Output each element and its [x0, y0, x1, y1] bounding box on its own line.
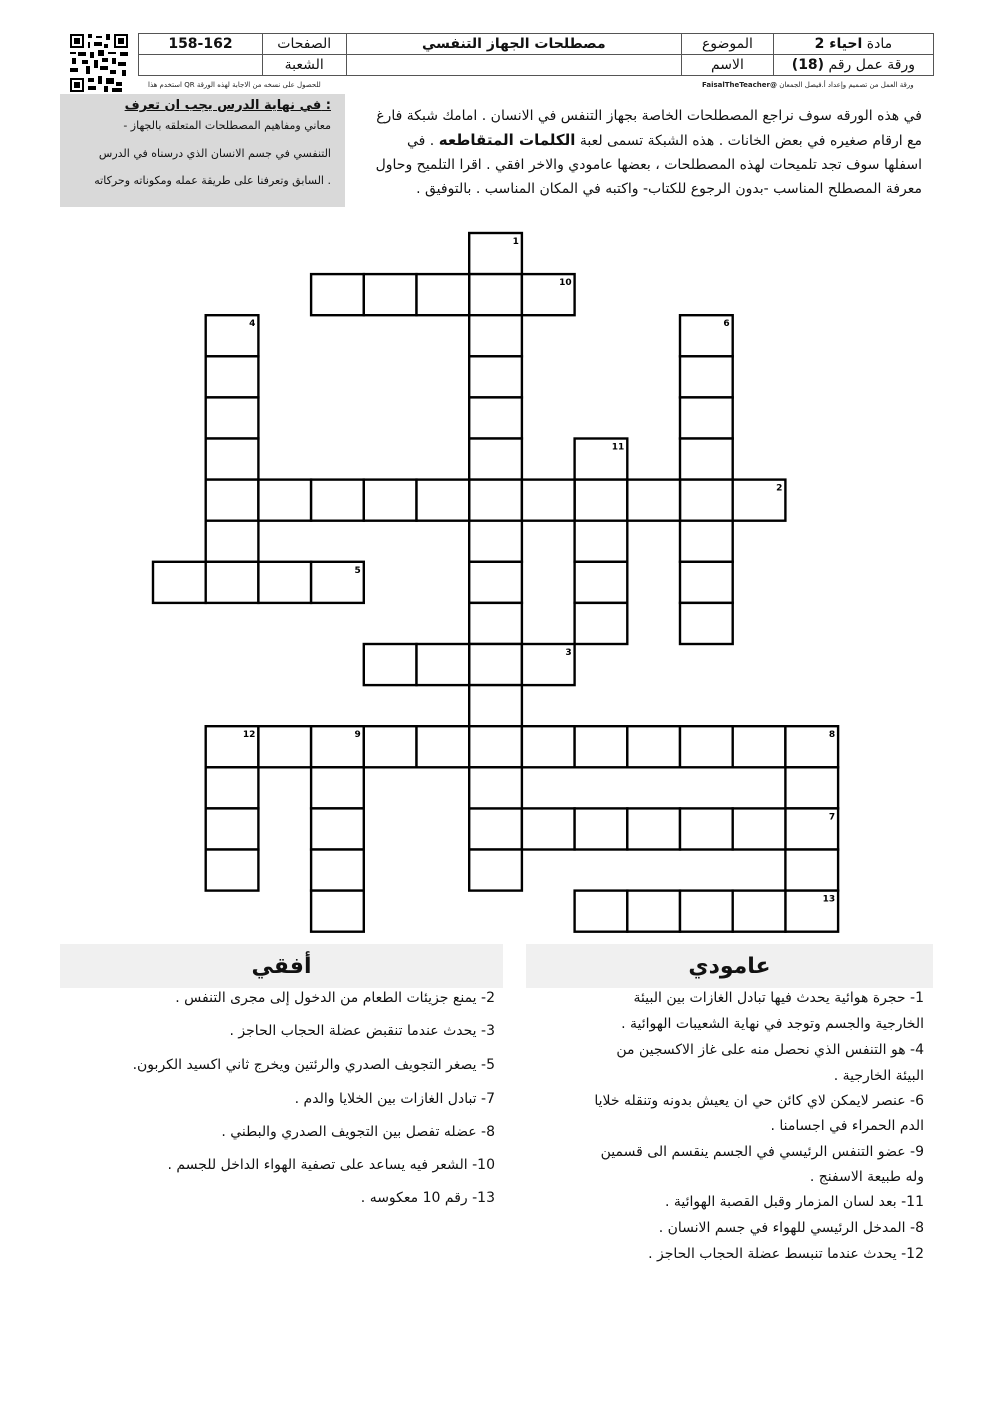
crossword-cell[interactable]	[469, 562, 522, 603]
crossword-cell[interactable]	[311, 480, 364, 521]
crossword-cell[interactable]	[469, 521, 522, 562]
down-clue: 11- بعد لسان المزمار وقبل القصبة الهوائية .	[664, 1194, 924, 1210]
crossword-cell[interactable]	[206, 808, 259, 849]
clue-number: 3	[565, 648, 572, 658]
crossword-cell[interactable]	[417, 644, 470, 685]
across-clue: 3- يحدث عندما تنقبض عضلة الحجاب الحاجز .	[229, 1023, 495, 1039]
crossword-cell[interactable]	[575, 726, 628, 767]
across-title: أفقي	[60, 944, 503, 988]
crossword-cell[interactable]	[206, 850, 259, 891]
crossword-cell[interactable]	[469, 603, 522, 644]
subject-value: احياء 2	[814, 36, 863, 52]
crossword-cell[interactable]	[311, 274, 364, 315]
crossword-cell[interactable]	[680, 891, 733, 932]
crossword-cell[interactable]	[311, 767, 364, 808]
crossword-cell[interactable]	[364, 480, 417, 521]
down-clue: 1- حجرة هوائية يحدث فيها تبادل الغازات بين البيئة	[633, 990, 924, 1006]
crossword-cell[interactable]	[469, 274, 522, 315]
clue-number: 2	[776, 483, 783, 494]
crossword-cell[interactable]	[469, 315, 522, 356]
clue-number: 5	[354, 565, 361, 576]
crossword-cell[interactable]	[206, 439, 259, 480]
crossword-cell[interactable]	[258, 726, 311, 767]
crossword-cell[interactable]	[417, 480, 470, 521]
crossword-cell[interactable]	[206, 397, 259, 438]
intro-keyword: الكلمات المتقاطعه	[438, 131, 576, 149]
crossword-cell[interactable]	[469, 439, 522, 480]
down-clue: 6- عنصر لايمكن لاي كائن حي ان يعيش بدونه وتنقله خلايا	[594, 1093, 924, 1109]
crossword-cell[interactable]	[575, 891, 628, 932]
objective-line: السابق وتعرفنا على طريقة عمله ومكوناته وحركاته .	[94, 174, 331, 187]
clue-number: 6	[723, 319, 730, 330]
crossword-cell[interactable]	[733, 891, 786, 932]
down-clue: البيئة الخارجية .	[833, 1068, 924, 1084]
crossword-cell[interactable]	[206, 480, 259, 521]
pages-value: 158-162	[139, 34, 263, 55]
crossword-cell[interactable]	[575, 562, 628, 603]
crossword-cell[interactable]	[627, 891, 680, 932]
crossword-cell[interactable]	[364, 726, 417, 767]
crossword-cell[interactable]	[575, 603, 628, 644]
section-label: الشعبة	[262, 55, 346, 76]
down-clue: 9- عضو التنفس الرئيسي في الجسم ينقسم الى قسمين	[600, 1144, 924, 1160]
crossword-cell[interactable]	[206, 767, 259, 808]
down-clue: 8- المدخل الرئيسي للهواء في جسم الانسان .	[658, 1220, 924, 1236]
clue-number: 8	[828, 730, 836, 741]
crossword-cell[interactable]	[469, 480, 522, 521]
clue-number: 10	[559, 278, 572, 289]
crossword-cell[interactable]	[469, 397, 522, 438]
crossword-cell[interactable]	[680, 808, 733, 849]
crossword-cell[interactable]	[733, 726, 786, 767]
topic-label: الموضوع	[682, 34, 774, 55]
crossword-cell[interactable]	[469, 356, 522, 397]
crossword-cell[interactable]	[469, 726, 522, 767]
clue-number: 4	[249, 319, 256, 330]
across-clue: 10- الشعر فيه يساعد على تصفية الهواء الداخل للجسم .	[167, 1157, 495, 1173]
crossword-cell[interactable]	[469, 644, 522, 685]
credit-text: ورقة العمل من تصميم وإعداد أ.فيصل الجمعان	[779, 81, 914, 89]
crossword-cell[interactable]	[206, 562, 259, 603]
down-clue: وله طبيعة الاسفنج .	[809, 1169, 924, 1185]
crossword-cell[interactable]	[627, 726, 680, 767]
intro-part1: في هذه الورقه سوف نراجع المصطلحات الخاصة بجهاز التنفس في الانسان . امامك شبكة فارغ مع ارقام صغيره في بعض الخانات . هذه الشبكة تسمى لعبة	[376, 108, 922, 149]
crossword-cell[interactable]	[311, 808, 364, 849]
clue-number: 13	[822, 894, 836, 905]
crossword-cell[interactable]	[206, 521, 259, 562]
crossword-cell[interactable]	[733, 808, 786, 849]
down-clue: 12- يحدث عندما تنبسط عضلة الحجاب الحاجز .	[648, 1246, 924, 1262]
crossword-cell[interactable]	[258, 480, 311, 521]
crossword-cell[interactable]	[522, 808, 575, 849]
crossword-cell[interactable]	[680, 480, 733, 521]
worksheet-number: (18)	[791, 57, 825, 73]
name-label: الاسم	[682, 55, 774, 76]
crossword-cell[interactable]	[311, 850, 364, 891]
crossword-cell[interactable]	[785, 850, 838, 891]
crossword-cell[interactable]	[311, 891, 364, 932]
crossword-cell[interactable]	[680, 439, 733, 480]
across-clue: 13- رقم 10 معكوسه .	[360, 1190, 495, 1206]
crossword-cell[interactable]	[469, 808, 522, 849]
pages-label: الصفحات	[262, 34, 346, 55]
across-clue: 7- تبادل الغازات بين الخلايا والدم .	[294, 1091, 495, 1107]
crossword-cell[interactable]	[680, 356, 733, 397]
clue-number: 1	[512, 237, 519, 247]
intro-part2: . في اسفلها سوف تجد تلميحات لهذه المصطلحات ، بعضها عامودي والاخر افقي . اقرا التلميح وحاول معرفة المصطلح المناسب -بدون الرجوع للكتاب- واكتبه في المكان المناسب . بالتوفيق .	[375, 133, 922, 197]
clue-number: 11	[611, 442, 625, 453]
clue-number: 12	[242, 730, 256, 741]
credit-handle: @FaisalTheTeacher	[702, 81, 777, 89]
subject-label: مادة	[866, 36, 893, 52]
crossword-cell[interactable]	[364, 274, 417, 315]
crossword-cell[interactable]	[417, 726, 470, 767]
qr-note: استخدم هذا QR للحصول على نسخه من الاجابة لهذه الورقة	[148, 81, 321, 89]
objectives-title: في نهاية الدرس يجب ان تعرف :	[124, 98, 331, 113]
crossword-cell[interactable]	[785, 767, 838, 808]
across-clue: 2- يمنع جزيئات الطعام من الدخول إلى مجرى التنفس .	[175, 990, 495, 1006]
down-clue: الخارجية والجسم وتوجد في نهاية الشعيبات الهوائية .	[621, 1016, 924, 1032]
crossword-cell[interactable]	[680, 603, 733, 644]
crossword-cell[interactable]	[680, 726, 733, 767]
crossword-cell[interactable]	[522, 726, 575, 767]
crossword-cell[interactable]	[575, 480, 628, 521]
crossword-cell[interactable]	[469, 767, 522, 808]
crossword-cell[interactable]	[153, 562, 206, 603]
objective-line: - معاني ومفاهيم المصطلحات المتعلقه بالجهاز	[123, 119, 331, 132]
topic-value: مصطلحات الجهاز التنفسي	[346, 34, 682, 55]
crossword-cell[interactable]	[575, 808, 628, 849]
crossword-cell[interactable]	[364, 644, 417, 685]
crossword-cell[interactable]	[627, 480, 680, 521]
objective-line: التنفسي في جسم الانسان الذي درسناه في الدرس	[98, 147, 331, 160]
clue-number: 7	[828, 812, 836, 823]
down-clue: 4- هو التنفس الذي نحصل منه على غاز الاكسجين من	[616, 1042, 924, 1058]
down-clue: الدم الحمراء في اجسامنا .	[770, 1118, 924, 1134]
clue-number: 9	[354, 730, 361, 741]
crossword-cell[interactable]	[417, 274, 470, 315]
crossword-cell[interactable]	[469, 685, 522, 726]
down-title: عامودي	[526, 944, 933, 988]
crossword-cell[interactable]	[680, 562, 733, 603]
crossword-cell[interactable]	[469, 850, 522, 891]
crossword-cell[interactable]	[258, 562, 311, 603]
crossword-cell[interactable]	[522, 480, 575, 521]
crossword-cell[interactable]	[206, 356, 259, 397]
across-clue: 8- عضله تفصل بين التجويف الصدري والبطني .	[221, 1124, 495, 1140]
crossword-cell[interactable]	[680, 521, 733, 562]
crossword-cell[interactable]	[627, 808, 680, 849]
crossword-cell[interactable]	[575, 521, 628, 562]
crossword-cell[interactable]	[680, 397, 733, 438]
across-clue: 5- يصغر التجويف الصدري والرئتين ويخرج ثاني اكسيد الكربون.	[132, 1057, 495, 1073]
worksheet-label: ورقة عمل رقم	[828, 57, 915, 73]
